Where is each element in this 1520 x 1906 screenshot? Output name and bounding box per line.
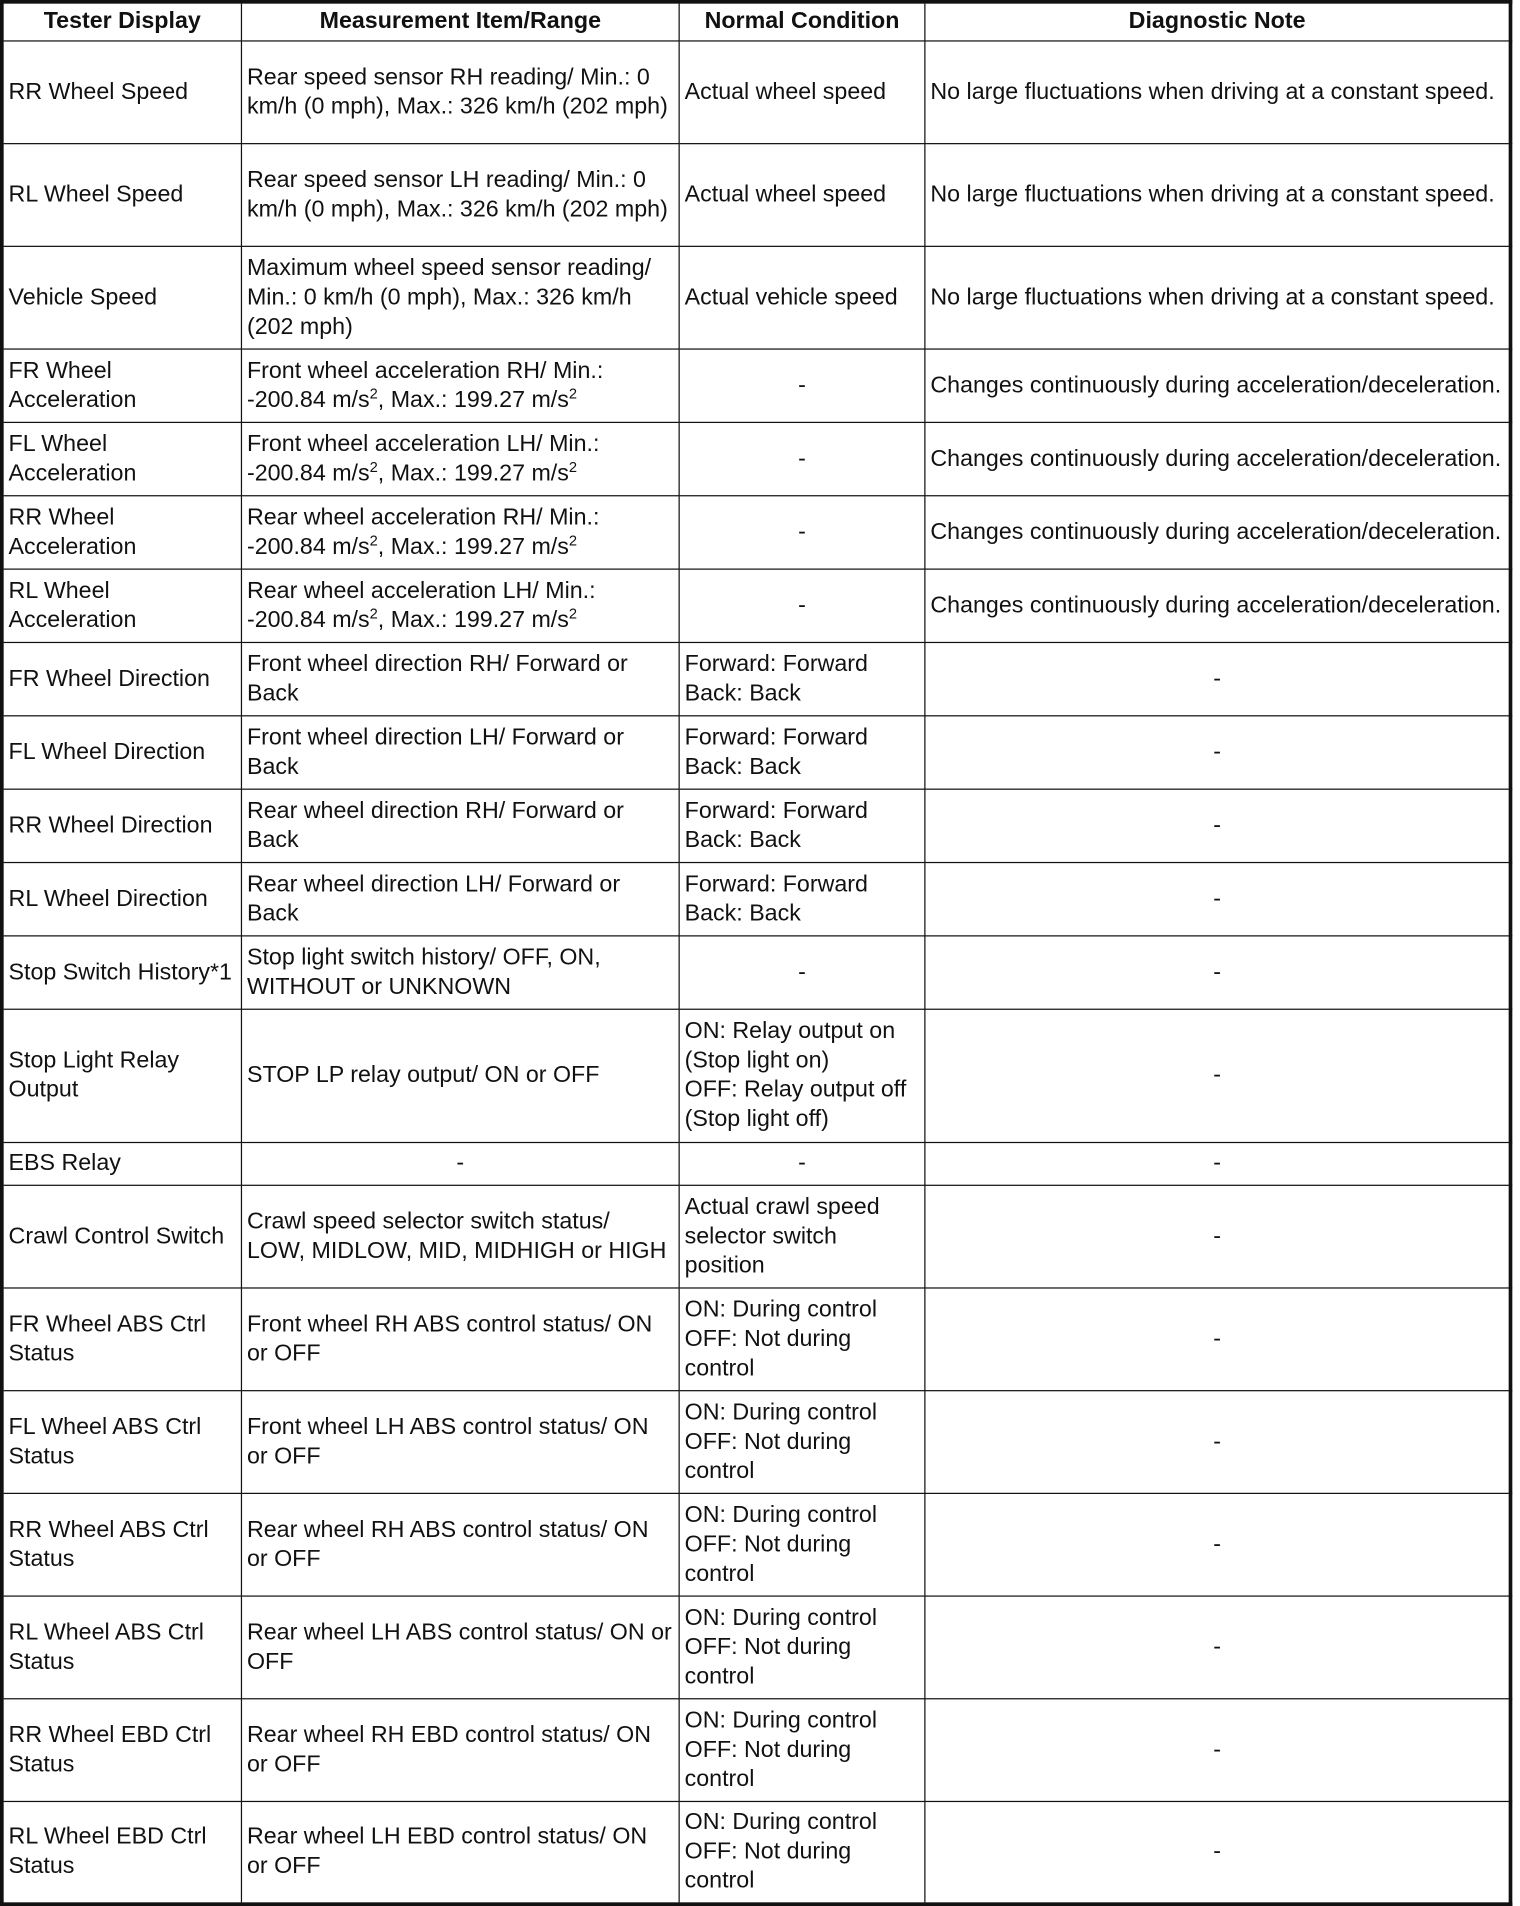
normal-line: Back: Back bbox=[684, 753, 801, 780]
table-row bbox=[2, 716, 1511, 789]
cell-diagnostic-note: Changes continuously during acceleration/deceleration. bbox=[925, 496, 1511, 569]
cell-normal-condition: - bbox=[679, 1142, 925, 1185]
cell-diagnostic-note: - bbox=[925, 1009, 1511, 1142]
cell-tester-display: RR Wheel ABS Ctrl Status bbox=[2, 1493, 242, 1596]
cell-diagnostic-note: Changes continuously during acceleration/deceleration. bbox=[925, 569, 1511, 642]
superscript: 2 bbox=[568, 531, 578, 549]
cell-diagnostic-note: - bbox=[925, 789, 1511, 862]
table-row bbox=[2, 1009, 1511, 1142]
normal-line: ON: During control bbox=[684, 1809, 878, 1836]
cell-measurement: Rear speed sensor LH reading/ Min.: 0 km/h (0 mph), Max.: 326 km/h (202 mph) bbox=[241, 144, 679, 247]
cell-measurement: - bbox=[241, 1142, 679, 1185]
normal-line: Back: Back bbox=[684, 827, 801, 853]
table-row bbox=[2, 422, 1511, 495]
cell-diagnostic-note: - bbox=[925, 1493, 1511, 1596]
cell-tester-display: RR Wheel Speed bbox=[2, 41, 242, 144]
cell-normal-condition bbox=[679, 1801, 925, 1904]
table-row bbox=[2, 41, 1511, 144]
table-row bbox=[2, 936, 1511, 1009]
cell-tester-display: FR Wheel Direction bbox=[2, 642, 242, 715]
normal-line: ON: During control bbox=[684, 1707, 878, 1734]
cell-diagnostic-note: No large fluctuations when driving at a constant speed. bbox=[925, 246, 1511, 349]
superscript: 2 bbox=[369, 384, 378, 402]
table-row bbox=[2, 1801, 1511, 1904]
cell-diagnostic-note: - bbox=[925, 936, 1511, 1009]
measure-text: Front wheel acceleration RH/ Min.: -200.84 m/s bbox=[246, 357, 604, 413]
cell-tester-display: Stop Light Relay Output bbox=[2, 1009, 242, 1142]
cell-measurement: Stop light switch history/ OFF, ON, WITHOUT or UNKNOWN bbox=[241, 936, 679, 1009]
normal-line: OFF: Not during control bbox=[684, 1531, 852, 1587]
normal-line: OFF: Not during control bbox=[684, 1633, 852, 1689]
cell-normal-condition bbox=[679, 1699, 925, 1802]
cell-diagnostic-note: No large fluctuations when driving at a constant speed. bbox=[925, 41, 1511, 144]
cell-tester-display: FL Wheel Acceleration bbox=[2, 422, 242, 495]
cell-diagnostic-note: - bbox=[925, 1699, 1511, 1802]
cell-tester-display: RR Wheel EBD Ctrl Status bbox=[2, 1699, 242, 1802]
cell-normal-condition bbox=[679, 1009, 925, 1142]
cell-diagnostic-note: - bbox=[925, 1801, 1511, 1904]
cell-normal-condition: Actual wheel speed bbox=[679, 41, 925, 144]
table-row bbox=[2, 1596, 1511, 1699]
table-row bbox=[2, 1185, 1511, 1288]
table-row bbox=[2, 789, 1511, 862]
measure-text: Front wheel acceleration LH/ Min.: -200.84 m/s bbox=[246, 430, 600, 486]
cell-tester-display: RL Wheel ABS Ctrl Status bbox=[2, 1596, 242, 1699]
cell-measurement: Rear wheel direction RH/ Forward or Back bbox=[241, 789, 679, 862]
header-tester-display: Tester Display bbox=[2, 2, 242, 41]
measure-text: , Max.: 199.27 m/s bbox=[377, 607, 569, 633]
normal-line: Forward: Forward bbox=[684, 871, 868, 897]
cell-measurement: Rear wheel LH ABS control status/ ON or OFF bbox=[241, 1596, 679, 1699]
normal-line: OFF: Not during control bbox=[684, 1838, 852, 1894]
normal-line: ON: During control bbox=[684, 1296, 878, 1323]
superscript: 2 bbox=[568, 604, 578, 622]
cell-tester-display: FL Wheel Direction bbox=[2, 716, 242, 789]
table-row bbox=[2, 349, 1511, 422]
cell-measurement: Maximum wheel speed sensor reading/ Min.: 0 km/h (0 mph), Max.: 326 km/h (202 mph) bbox=[241, 246, 679, 349]
cell-measurement: Rear wheel direction LH/ Forward or Back bbox=[241, 863, 679, 936]
cell-measurement: Front wheel direction LH/ Forward or Back bbox=[241, 716, 679, 789]
superscript: 2 bbox=[369, 531, 378, 549]
normal-line: ON: During control bbox=[684, 1604, 878, 1631]
superscript: 2 bbox=[369, 604, 378, 622]
cell-tester-display: Vehicle Speed bbox=[2, 246, 242, 349]
normal-line: Forward: Forward bbox=[684, 651, 868, 677]
cell-diagnostic-note: - bbox=[925, 716, 1511, 789]
cell-tester-display: RL Wheel Direction bbox=[2, 863, 242, 936]
cell-tester-display: RL Wheel Acceleration bbox=[2, 569, 242, 642]
table-row bbox=[2, 863, 1511, 936]
cell-tester-display: Crawl Control Switch bbox=[2, 1185, 242, 1288]
cell-normal-condition bbox=[679, 1596, 925, 1699]
cell-normal-condition bbox=[679, 1288, 925, 1391]
cell-normal-condition bbox=[679, 642, 925, 715]
normal-line: OFF: Not during control bbox=[684, 1325, 852, 1381]
table-row bbox=[2, 1493, 1511, 1596]
cell-measurement: Front wheel direction RH/ Forward or Back bbox=[241, 642, 679, 715]
cell-tester-display: Stop Switch History*1 bbox=[2, 936, 242, 1009]
table-row bbox=[2, 496, 1511, 569]
measure-text: Rear wheel acceleration LH/ Min.: -200.84 m/s bbox=[246, 577, 596, 633]
cell-normal-condition: - bbox=[679, 936, 925, 1009]
cell-measurement: Crawl speed selector switch status/ LOW, MIDLOW, MID, MIDHIGH or HIGH bbox=[241, 1185, 679, 1288]
cell-diagnostic-note: - bbox=[925, 1391, 1511, 1494]
cell-normal-condition: Actual crawl speed selector switch position bbox=[679, 1185, 925, 1288]
table-row bbox=[2, 1288, 1511, 1391]
header-measurement-item: Measurement Item/Range bbox=[241, 2, 679, 41]
cell-tester-display: EBS Relay bbox=[2, 1142, 242, 1185]
header-diagnostic-note: Diagnostic Note bbox=[925, 2, 1511, 41]
cell-normal-condition bbox=[679, 789, 925, 862]
cell-tester-display: RL Wheel EBD Ctrl Status bbox=[2, 1801, 242, 1904]
normal-line: Forward: Forward bbox=[684, 724, 868, 751]
cell-tester-display: FR Wheel Acceleration bbox=[2, 349, 242, 422]
cell-measurement: Rear wheel RH EBD control status/ ON or OFF bbox=[241, 1699, 679, 1802]
cell-measurement: Rear speed sensor RH reading/ Min.: 0 km/h (0 mph), Max.: 326 km/h (202 mph) bbox=[241, 41, 679, 144]
cell-normal-condition bbox=[679, 716, 925, 789]
table-row bbox=[2, 144, 1511, 247]
header-normal-condition: Normal Condition bbox=[679, 2, 925, 41]
cell-normal-condition: - bbox=[679, 349, 925, 422]
cell-diagnostic-note: - bbox=[925, 1596, 1511, 1699]
cell-normal-condition: - bbox=[679, 496, 925, 569]
cell-measurement bbox=[241, 569, 679, 642]
cell-measurement: Rear wheel LH EBD control status/ ON or OFF bbox=[241, 1801, 679, 1904]
cell-normal-condition bbox=[679, 1493, 925, 1596]
header-row bbox=[2, 2, 1511, 41]
cell-normal-condition: - bbox=[679, 422, 925, 495]
normal-line: OFF: Relay output off (Stop light off) bbox=[684, 1077, 907, 1133]
cell-normal-condition bbox=[679, 863, 925, 936]
table-row bbox=[2, 1391, 1511, 1494]
table-row bbox=[2, 246, 1511, 349]
cell-tester-display: RR Wheel Direction bbox=[2, 789, 242, 862]
normal-line: Back: Back bbox=[684, 680, 801, 707]
cell-diagnostic-note: - bbox=[925, 1185, 1511, 1288]
cell-tester-display: FL Wheel ABS Ctrl Status bbox=[2, 1391, 242, 1494]
measure-text: , Max.: 199.27 m/s bbox=[377, 386, 569, 413]
normal-line: OFF: Not during control bbox=[684, 1428, 852, 1484]
cell-diagnostic-note: - bbox=[925, 863, 1511, 936]
cell-measurement: Front wheel RH ABS control status/ ON or OFF bbox=[241, 1288, 679, 1391]
cell-normal-condition bbox=[679, 1391, 925, 1494]
cell-tester-display: RR Wheel Acceleration bbox=[2, 496, 242, 569]
cell-normal-condition: Actual wheel speed bbox=[679, 144, 925, 247]
cell-diagnostic-note: - bbox=[925, 1142, 1511, 1185]
normal-line: ON: During control bbox=[684, 1501, 878, 1528]
cell-diagnostic-note: No large fluctuations when driving at a constant speed. bbox=[925, 144, 1511, 247]
cell-diagnostic-note: Changes continuously during acceleration/deceleration. bbox=[925, 422, 1511, 495]
measure-text: Rear wheel acceleration RH/ Min.: -200.84 m/s bbox=[246, 504, 600, 560]
table-row bbox=[2, 1142, 1511, 1185]
cell-tester-display: FR Wheel ABS Ctrl Status bbox=[2, 1288, 242, 1391]
cell-normal-condition: - bbox=[679, 569, 925, 642]
cell-measurement bbox=[241, 349, 679, 422]
cell-measurement: STOP LP relay output/ ON or OFF bbox=[241, 1009, 679, 1142]
measure-text: , Max.: 199.27 m/s bbox=[377, 460, 569, 486]
normal-line: ON: During control bbox=[684, 1399, 878, 1425]
cell-measurement bbox=[241, 496, 679, 569]
table-row bbox=[2, 1699, 1511, 1802]
superscript: 2 bbox=[369, 457, 378, 475]
cell-tester-display: RL Wheel Speed bbox=[2, 144, 242, 247]
cell-measurement: Front wheel LH ABS control status/ ON or OFF bbox=[241, 1391, 679, 1494]
cell-diagnostic-note: - bbox=[925, 1288, 1511, 1391]
cell-diagnostic-note: Changes continuously during acceleration/deceleration. bbox=[925, 349, 1511, 422]
table-row bbox=[2, 569, 1511, 642]
cell-normal-condition: Actual vehicle speed bbox=[679, 246, 925, 349]
normal-line: Forward: Forward bbox=[684, 797, 868, 824]
cell-measurement: Rear wheel RH ABS control status/ ON or OFF bbox=[241, 1493, 679, 1596]
measure-text: , Max.: 199.27 m/s bbox=[377, 533, 569, 560]
table-row bbox=[2, 642, 1511, 715]
cell-diagnostic-note: - bbox=[925, 642, 1511, 715]
normal-line: Back: Back bbox=[684, 900, 801, 927]
superscript: 2 bbox=[568, 384, 578, 402]
normal-line: OFF: Not during control bbox=[684, 1736, 852, 1792]
normal-line: ON: Relay output on (Stop light on) bbox=[684, 1018, 896, 1074]
superscript: 2 bbox=[568, 457, 578, 475]
cell-measurement bbox=[241, 422, 679, 495]
